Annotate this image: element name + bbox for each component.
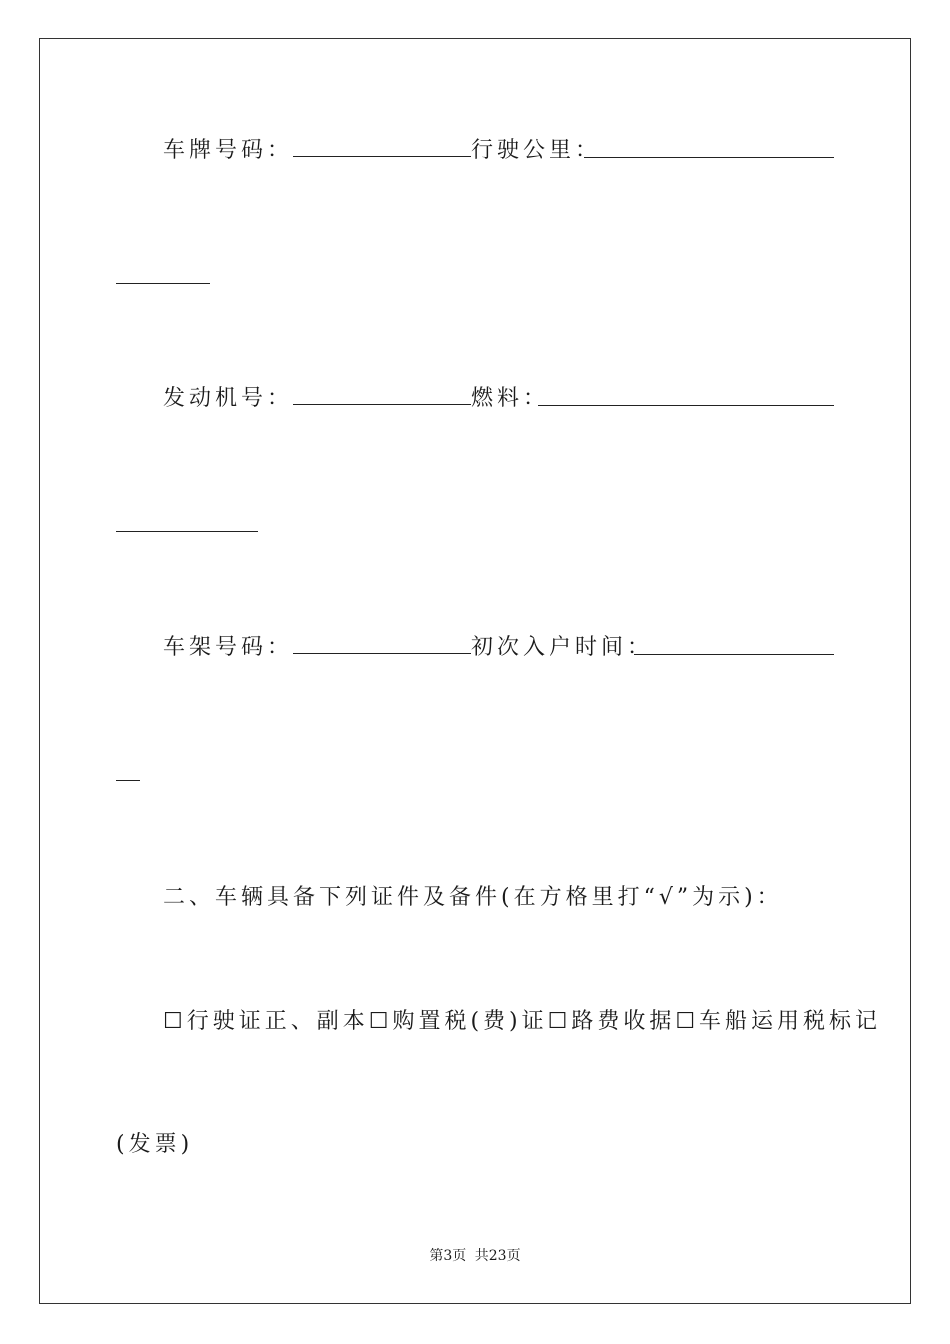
checklist-line-2: (发票) <box>116 1132 194 1157</box>
engine-row <box>163 384 549 414</box>
section2-heading: 二、车辆具备下列证件及备件(在方格里打“√”为示)： <box>163 885 783 910</box>
checklist-line-1: ☐行驶证正、副本☐购置税(费)证☐路费收据☐车船运用税标记 <box>163 1009 882 1034</box>
reg-label: 初次入户时间： <box>471 635 654 660</box>
page-border <box>39 38 911 1304</box>
page-footer <box>0 1246 950 1266</box>
engine-blank[interactable] <box>293 384 471 405</box>
fuel-blank[interactable] <box>538 405 834 406</box>
reg-blank-continued[interactable] <box>116 780 140 781</box>
page-number: 第3页 <box>429 1248 467 1264</box>
page-total: 共23页 <box>474 1248 521 1264</box>
plate-label: 车牌号码： <box>163 138 294 163</box>
fuel-blank-continued[interactable] <box>116 531 258 532</box>
frame-row <box>163 633 653 663</box>
plate-row <box>163 136 601 166</box>
mileage-label: 行驶公里： <box>471 138 602 163</box>
plate-blank[interactable] <box>293 136 471 157</box>
frame-blank[interactable] <box>293 633 471 654</box>
fuel-label: 燃料： <box>471 386 550 411</box>
reg-blank[interactable] <box>634 654 834 655</box>
mileage-blank-continued[interactable] <box>116 283 210 284</box>
mileage-blank[interactable] <box>584 157 834 158</box>
frame-label: 车架号码： <box>163 635 294 660</box>
engine-label: 发动机号： <box>163 386 294 411</box>
